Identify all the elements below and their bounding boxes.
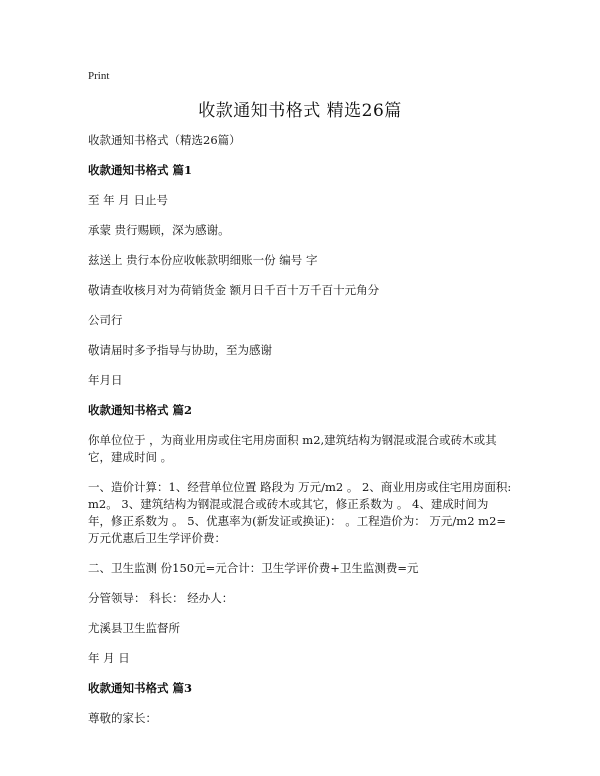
paragraph: 一、造价计算：1、经营单位位置 路段为 万元/m2 。 2、商业用房或住宅用房面积: m2。 3、建筑结构为钢混或混合或砖木或其它，修正系数为 。 4、建成时间为 年，修正系数为 。 5、优惠率为(新发证或换证)： 。工程造价为： 万元/m2 m2= 万元优惠后卫生学评价费：: [88, 480, 512, 545]
section-heading-3: 收款通知书格式 篇3: [88, 681, 193, 695]
paragraph: 兹送上 贵行本份应收帐款明细账一份 编号 字: [88, 253, 318, 267]
paragraph: 你单位位于 ，为商业用房或住宅用房面积 m2,建筑结构为钢混或混合或砖木或其它，建成时间 。: [88, 433, 497, 464]
paragraph: 敬请查收核月对为荷销货金 额月日千百十万千百十元角分: [88, 283, 380, 297]
section-heading-1: 收款通知书格式 篇1: [88, 163, 193, 177]
paragraph: 公司行: [88, 313, 123, 327]
document-body: [88, 132, 512, 738]
paragraph: 年 月 日: [88, 651, 130, 665]
paragraph: 承蒙 贵行赐顾，深为感谢。: [88, 223, 230, 237]
paragraph: 至 年 月 日止号: [88, 193, 168, 207]
paragraph: 尤溪县卫生监督所: [88, 621, 180, 635]
paragraph: 分管领导： 科长： 经办人：: [88, 591, 234, 605]
paragraph: 敬请届时多予指导与协助，至为感谢: [88, 343, 272, 357]
print-label: Print: [88, 70, 110, 82]
document-subtitle: 收款通知书格式（精选26篇）: [88, 133, 241, 147]
page-title: 收款通知书格式 精选26篇: [198, 101, 402, 121]
paragraph: 尊敬的家长：: [88, 711, 157, 725]
paragraph: 二、卫生监测 份150元=元合计：卫生学评价费+卫生监测费=元: [88, 561, 419, 575]
paragraph: 年月日: [88, 373, 123, 387]
section-heading-2: 收款通知书格式 篇2: [88, 403, 193, 417]
